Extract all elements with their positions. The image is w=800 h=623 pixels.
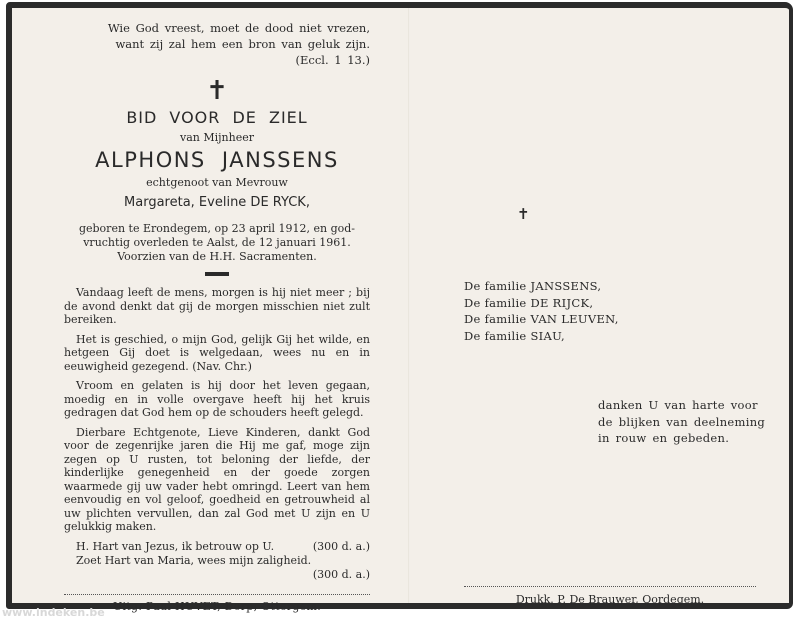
prayer-heading: BID VOOR DE ZIEL bbox=[126, 108, 308, 127]
thanks-line: danken U van harte voor bbox=[598, 398, 758, 412]
watermark: www.indeken.be bbox=[2, 606, 105, 619]
cross-icon: ✝ bbox=[206, 76, 228, 106]
paragraph: Vroom en gelaten is hij door het leven gegaan, moedig en in volle overgave heeft hij het kruis gedragen dat God hem op de schouders heeft gelegd. bbox=[64, 379, 370, 419]
prayer-text: Zoet Hart van Maria, wees mijn zaligheid. bbox=[76, 553, 312, 567]
right-page bbox=[452, 8, 772, 606]
quote-line: Wie God vreest, moet de dood niet vrezen, bbox=[107, 21, 370, 35]
publisher: Uitg. Paul HUVET, Dorp, Ottergem. bbox=[112, 599, 322, 613]
cross-icon: ✝ bbox=[517, 205, 530, 223]
family-item: De familie VAN LEUVEN, bbox=[464, 312, 619, 326]
thanks-line: de blijken van deelneming bbox=[598, 414, 766, 429]
birth-line: geboren te Erondegem, op 23 april 1912, en god- bbox=[78, 222, 356, 235]
prayer-line bbox=[64, 554, 370, 568]
thanks-text bbox=[598, 397, 765, 447]
family-item: De familie JANSSENS, bbox=[464, 279, 602, 293]
paragraph: Dierbare Echtgenote, Lieve Kinderen, dankt God voor de zegenrijke jaren die Hij me gaf, moge zijn zegen op U rusten, tot beloning der liefde, der kinderlijke genegenheid en der goede zorgen waarmede gij uw vader hebt omringd. Leert van hem eenvoudig en vol geloof, goedheid en getrouwheid al uw plichten vervullen, dan zal God met U zijn en U gelukkig maken. bbox=[64, 425, 370, 533]
card-fold bbox=[408, 8, 410, 603]
scripture-quote bbox=[64, 20, 370, 68]
spouse-name: Margareta, Eveline DE RYCK, bbox=[124, 195, 310, 210]
indulgence: (300 d. a.) bbox=[312, 567, 370, 581]
family-item: De familie SIAU, bbox=[464, 328, 566, 343]
divider-bar bbox=[205, 272, 229, 276]
death-line: vruchtig overleden te Aalst, de 12 januari 1961. bbox=[83, 236, 351, 249]
paragraph: Vandaag leeft de mens, morgen is hij niet meer ; bij de avond denkt dat gij de morgen misschien niet zult bereiken. bbox=[64, 286, 370, 326]
quote-line: want zij zal hem een bron van geluk zijn. bbox=[115, 37, 370, 51]
sacraments-line: Voorzien van de H.H. Sacramenten. bbox=[117, 250, 317, 263]
prayer-line bbox=[64, 540, 370, 554]
quote-reference: (Eccl. 1 13.) bbox=[295, 53, 370, 67]
family-item: De familie DE RIJCK, bbox=[464, 295, 594, 310]
paragraph: Het is geschied, o mijn God, gelijk Gij het wilde, en hetgeen Gij doet is welgedaan, wees nu en in eeuwigheid gezegend. (Nav. Chr.) bbox=[64, 332, 370, 373]
spouse-intro: echtgenoot van Mevrouw bbox=[146, 176, 288, 189]
birth-death-info bbox=[64, 222, 370, 264]
thanks-line: in rouw en gebeden. bbox=[598, 431, 730, 445]
honorific: van Mijnheer bbox=[180, 131, 254, 144]
family-list bbox=[464, 278, 619, 344]
deceased-name: ALPHONS JANSSENS bbox=[95, 148, 339, 172]
prayer-text: H. Hart van Jezus, ik betrouw op U. bbox=[76, 539, 275, 553]
dotted-divider bbox=[64, 594, 370, 595]
left-page bbox=[64, 20, 370, 613]
dotted-divider bbox=[464, 586, 756, 587]
indulgence: (300 d. a.) bbox=[312, 539, 370, 553]
printer: Drukk. P. De Brauwer, Oordegem. bbox=[515, 593, 705, 606]
